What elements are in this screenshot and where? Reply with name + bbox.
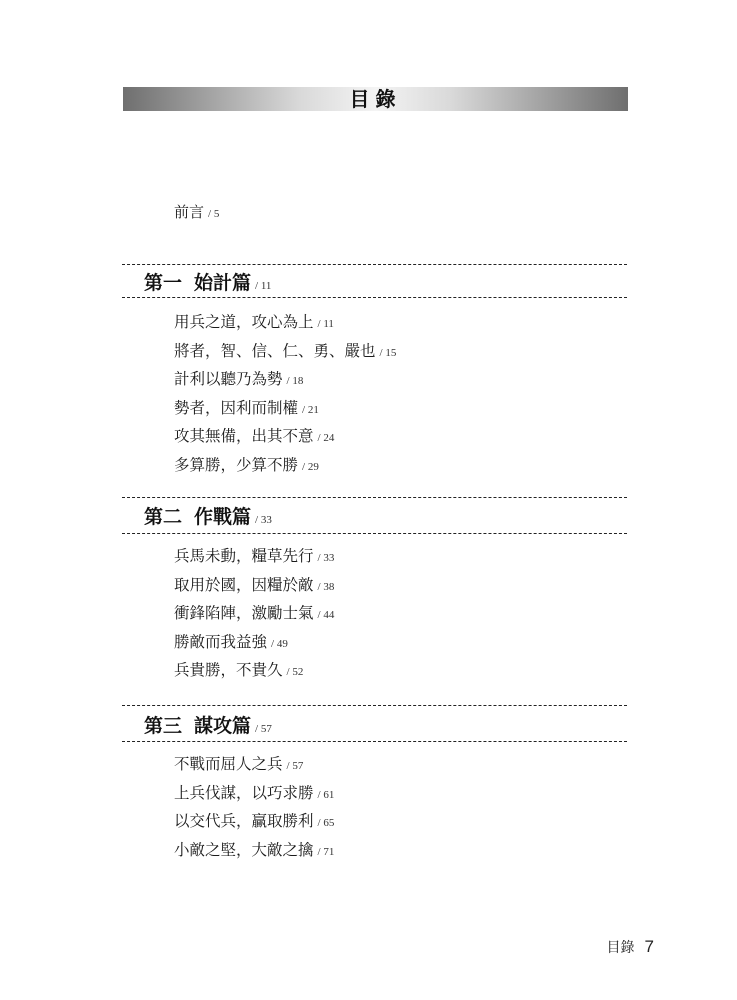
entry-title: 攻其無備，出其不意 [174, 427, 314, 445]
entry-title: 計利以聽乃為勢 [174, 370, 283, 388]
toc-entry[interactable] [174, 599, 334, 628]
entry-title: 不戰而屈人之兵 [174, 755, 283, 773]
divider [122, 741, 627, 742]
entry-title: 上兵伐謀，以巧求勝 [174, 783, 314, 802]
toc-entry[interactable] [174, 308, 396, 337]
entry-page: / 24 [317, 432, 335, 444]
toc-entry[interactable] [174, 394, 396, 423]
entry-page: / 57 [286, 760, 304, 772]
chapter-number: 第一 [144, 272, 183, 294]
entry-title: 兵馬未動，糧草先行 [174, 547, 314, 565]
chapter-3-entries [174, 750, 334, 864]
chapter-heading-2[interactable] [144, 502, 272, 529]
entry-page: / 44 [317, 609, 335, 621]
toc-entry[interactable] [174, 779, 334, 808]
entry-title: 前言 [174, 203, 205, 221]
chapter-page: / 57 [255, 723, 272, 735]
entry-page: / 65 [317, 817, 335, 829]
page-footer [607, 937, 654, 957]
chapter-page: / 33 [255, 514, 272, 526]
toc-entry[interactable] [174, 451, 396, 480]
toc-title-bar [123, 87, 628, 111]
entry-title: 以交代兵，贏取勝利 [174, 812, 314, 830]
entry-page: / 49 [271, 637, 288, 650]
entry-page: / 38 [317, 580, 335, 593]
entry-title: 將者，智、信、仁、勇、嚴也 [174, 341, 376, 360]
toc-entry[interactable] [174, 628, 334, 657]
entry-page: / 29 [302, 460, 319, 473]
toc-entry[interactable] [174, 365, 396, 394]
entry-title: 用兵之道，攻心為上 [174, 313, 314, 331]
footer-label: 目錄 [606, 940, 635, 956]
entry-title: 小敵之堅，大敵之擒 [174, 840, 314, 859]
entry-page: / 71 [317, 845, 335, 858]
chapter-heading-3[interactable] [144, 711, 272, 738]
entry-page: / 33 [317, 552, 335, 564]
toc-entry[interactable] [174, 836, 334, 865]
toc-entry[interactable] [174, 571, 334, 600]
entry-page: / 11 [317, 318, 334, 330]
divider [122, 497, 627, 498]
chapter-name: 謀攻篇 [194, 715, 252, 737]
toc-entry[interactable] [174, 542, 334, 571]
chapter-name: 始計篇 [194, 272, 252, 294]
entry-page: / 15 [379, 346, 397, 359]
divider [122, 705, 627, 706]
entry-title: 取用於國，因糧於敵 [174, 575, 314, 594]
entry-page: / 18 [286, 375, 304, 387]
entry-page: / 21 [302, 403, 319, 416]
divider [122, 264, 627, 265]
divider [122, 297, 627, 298]
toc-entry[interactable] [174, 422, 396, 451]
toc-entry[interactable] [174, 656, 334, 685]
chapter-1-entries [174, 308, 396, 479]
chapter-heading-1[interactable] [144, 268, 271, 295]
toc-entry-intro[interactable] [174, 201, 219, 222]
page-title: 目錄 [349, 87, 402, 111]
entry-title: 多算勝，少算不勝 [174, 455, 299, 474]
toc-entry[interactable] [174, 807, 334, 836]
toc-entry[interactable] [174, 337, 396, 366]
divider [122, 533, 627, 534]
chapter-number: 第三 [144, 715, 183, 737]
entry-title: 衝鋒陷陣，激勵士氣 [174, 604, 314, 622]
page-number: 7 [644, 937, 654, 956]
chapter-2-entries [174, 542, 334, 685]
entry-title: 勝敵而我益強 [174, 632, 268, 651]
chapter-page: / 11 [255, 280, 272, 292]
chapter-name: 作戰篇 [194, 506, 252, 528]
entry-page: / 5 [208, 208, 220, 220]
entry-page: / 52 [286, 666, 304, 678]
entry-title: 兵貴勝，不貴久 [174, 661, 283, 679]
chapter-number: 第二 [144, 506, 183, 528]
entry-title: 勢者，因利而制權 [174, 398, 299, 417]
toc-entry[interactable] [174, 750, 334, 779]
entry-page: / 61 [317, 788, 335, 801]
